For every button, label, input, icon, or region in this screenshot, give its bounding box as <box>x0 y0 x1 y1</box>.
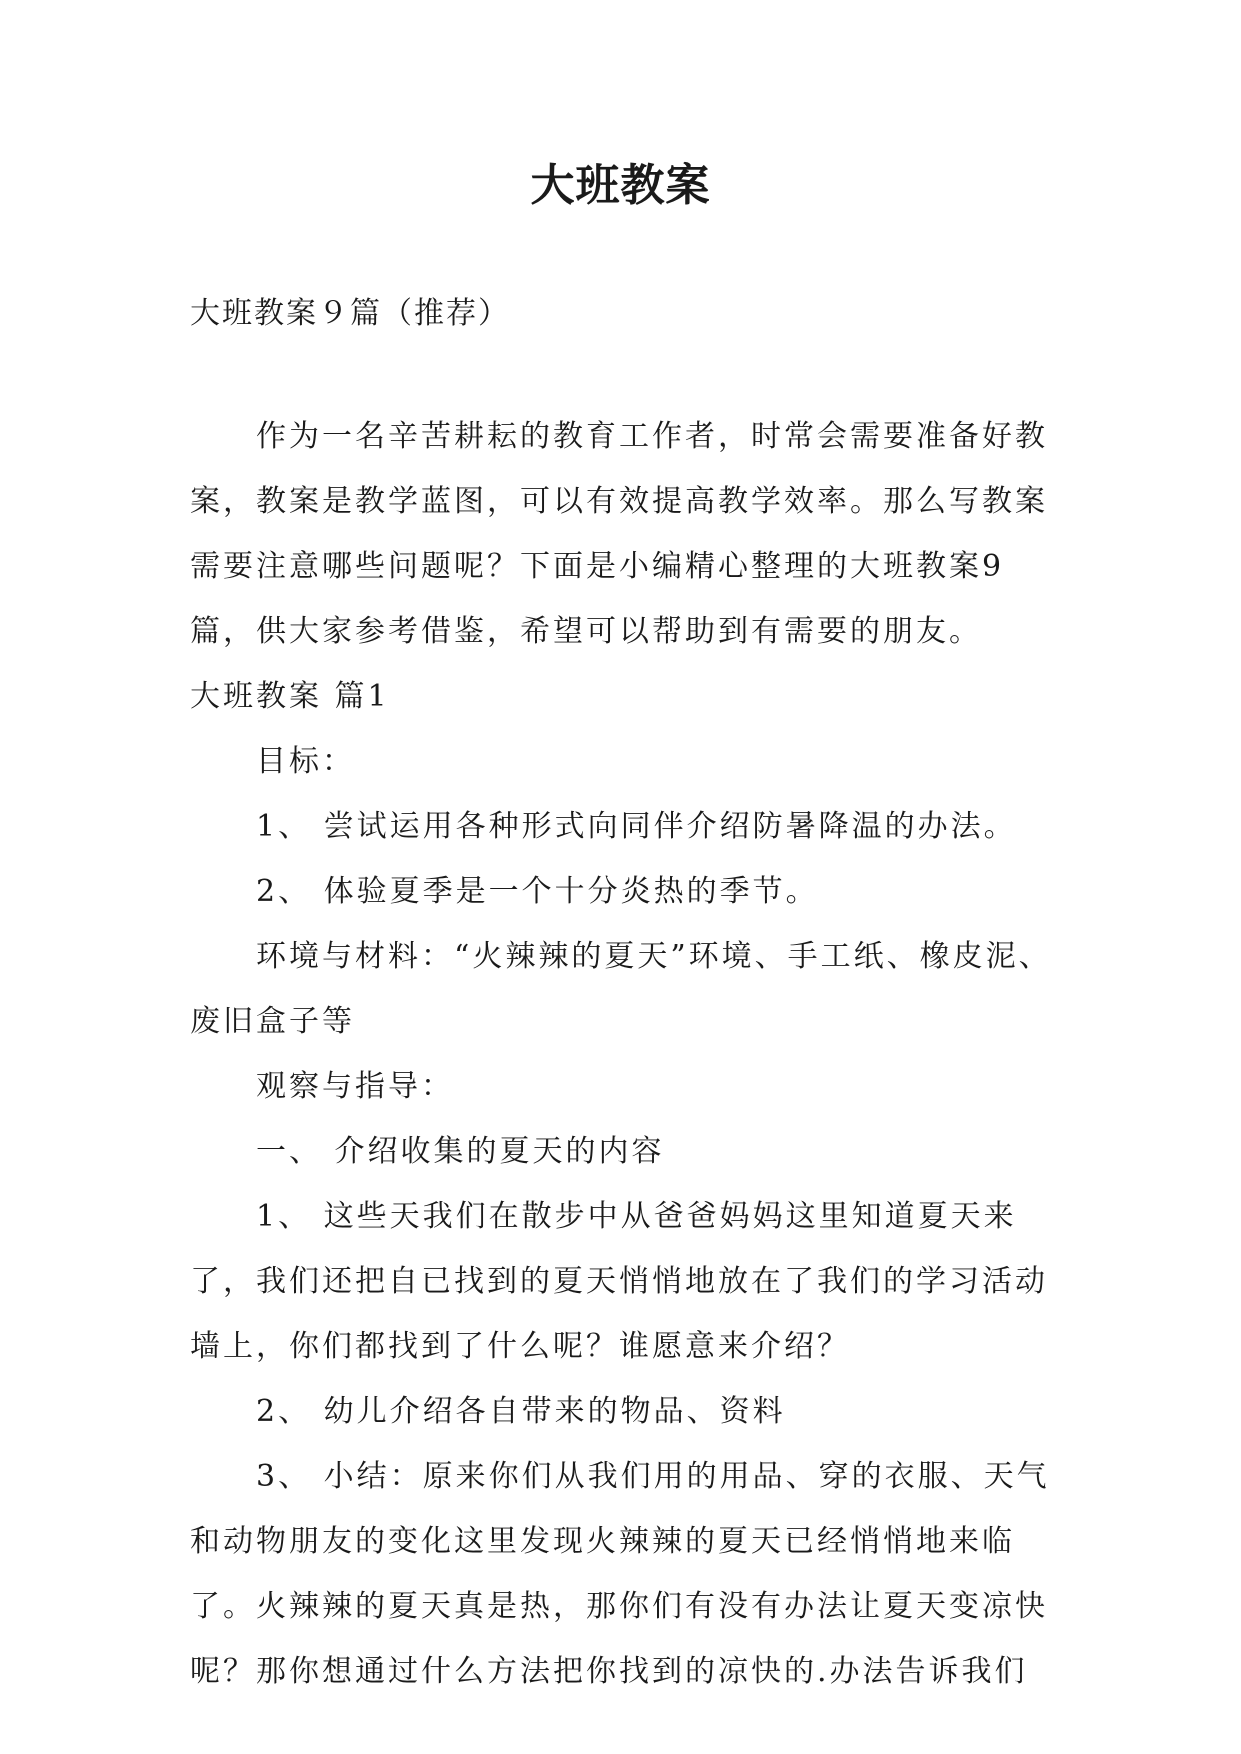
body-paragraph: 一、 介绍收集的夏天的内容 <box>256 1134 665 1169</box>
body-paragraph: 1、 这些天我们在散步中从爸爸妈妈这里知道夏天来了，我们还把自已找到的夏天悄悄地放在了我们的学习活动墙上，你们都找到了什么呢？谁愿意来介绍？ <box>190 1199 1048 1364</box>
document-body <box>190 404 1070 1704</box>
body-paragraph: 大班教案 篇1 <box>190 679 390 714</box>
body-paragraph: 目标： <box>256 744 355 779</box>
body-paragraph: 环境与材料：“火辣辣的夏天”环境、手工纸、橡皮泥、废旧盒子等 <box>190 939 1052 1039</box>
document-subtitle: 大班教案９篇（推荐） <box>190 296 510 331</box>
body-paragraph: 3、 小结：原来你们从我们用的用品、穿的衣服、天气和动物朋友的变化这里发现火辣辣的夏天已经悄悄地来临了。火辣辣的夏天真是热，那你们有没有办法让夏天变凉快呢？那你想通过什么方法把你找到的凉快的.办法告诉我们 <box>190 1459 1050 1689</box>
body-paragraph: 1、 尝试运用各种形式向同伴介绍防暑降温的办法。 <box>256 809 1017 844</box>
body-paragraph: 作为一名辛苦耕耘的教育工作者，时常会需要准备好教案，教案是教学蓝图，可以有效提高教学效率。那么写教案需要注意哪些问题呢？下面是小编精心整理的大班教案9篇，供大家参考借鉴，希望可以帮助到有需要的朋友。 <box>190 419 1048 649</box>
document-title: 大班教案 <box>530 160 711 211</box>
body-paragraph: 2、 体验夏季是一个十分炎热的季节。 <box>256 874 819 909</box>
body-paragraph: 观察与指导： <box>256 1069 454 1104</box>
body-paragraph: 2、 幼儿介绍各自带来的物品、资料 <box>256 1394 786 1429</box>
